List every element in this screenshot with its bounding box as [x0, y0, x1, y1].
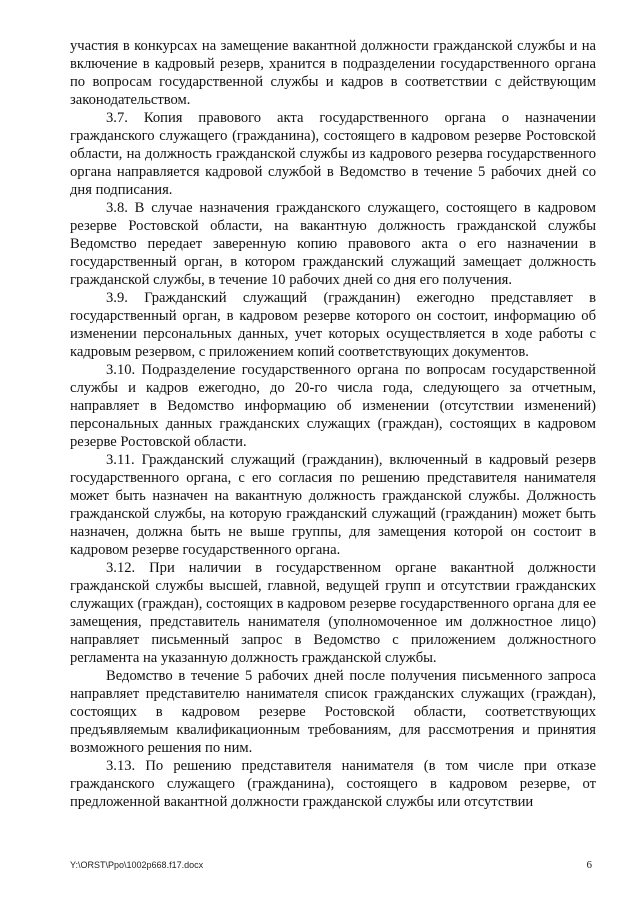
- page-number: 6: [586, 859, 592, 871]
- paragraph-3-12: 3.12. При наличии в государственном органе вакантной должности гражданской службы высшей, главной, ведущей групп и отсутствии гражданских служащих (граждан), состоящих в кадровом резерве государственного органа для ее замещения, представитель нанимателя (уполномоченное им должностное лицо) направляет письменный запрос в Ведомство с приложением должностного регламента на указанную должность гражданской службы.: [70, 560, 596, 666]
- page-footer: [70, 858, 596, 872]
- paragraph-3-10: 3.10. Подразделение государственного органа по вопросам государственной службы и кадров ежегодно, до 20-го числа года, следующего за отчетным, направляет в Ведомство информацию об изменении (отсутствии изменений) персональных данных гражданских служащих (граждан), состоящих в кадровом резерве Ростовской области.: [70, 362, 596, 450]
- paragraph-3-8: 3.8. В случае назначения гражданского служащего, состоящего в кадровом резерве Ростовской области, на вакантную должность гражданской службы Ведомство передает заверенную копию правового акта о его назначении в государственный орган, в котором гражданский служащий замещает должность гражданской службы, в течение 10 рабочих дней со дня его получения.: [70, 200, 596, 288]
- paragraph-3-12-continued: Ведомство в течение 5 рабочих дней после получения письменного запроса направляет представителю нанимателя список гражданских служащих (граждан), состоящих в кадровом резерве Ростовской области, соответствующих предъявляемым квалификационным требованиям, для рассмотрения и принятия возможного решения по ним.: [70, 668, 596, 756]
- paragraph-3-13: 3.13. По решению представителя нанимателя (в том числе при отказе гражданского служащего (гражданина), состоящего в кадровом резерве, от предложенной вакантной должности гражданской службы или отсутствии: [70, 758, 596, 810]
- paragraph-3-11: 3.11. Гражданский служащий (гражданин), включенный в кадровый резерв государственного органа, с его согласия по решению представителя нанимателя может быть назначен на вакантную должность гражданской службы. Должность гражданской службы, на которую гражданский служащий (гражданин) может быть назначен, должна быть не выше группы, для замещения которой он состоит в кадровом резерве государственного органа.: [70, 452, 596, 558]
- paragraph-3-7: 3.7. Копия правового акта государственного органа о назначении гражданского служащего (гражданина), состоящего в кадровом резерве Ростовской области, на должность гражданской службы из кадрового резерва государственного органа направляется кадровой службой в Ведомство в течение 5 рабочих дней со дня подписания.: [70, 110, 596, 198]
- paragraph-3-9: 3.9. Гражданский служащий (гражданин) ежегодно представляет в государственный орган, в кадровом резерве которого он состоит, информацию об изменении персональных данных, учет которых осуществляется в ходе работы с кадровым резервом, с приложением копий соответствующих документов.: [70, 290, 596, 360]
- footer-file-path: Y:\ORST\Ppo\1002p668.f17.docx: [70, 860, 204, 870]
- document-body: [70, 37, 596, 811]
- paragraph-continuation: участия в конкурсах на замещение вакантной должности гражданской службы и на включение в кадровый резерв, хранится в подразделении государственного органа по вопросам государственной службы и кадров в соответствии с действующим законодательством.: [70, 38, 596, 108]
